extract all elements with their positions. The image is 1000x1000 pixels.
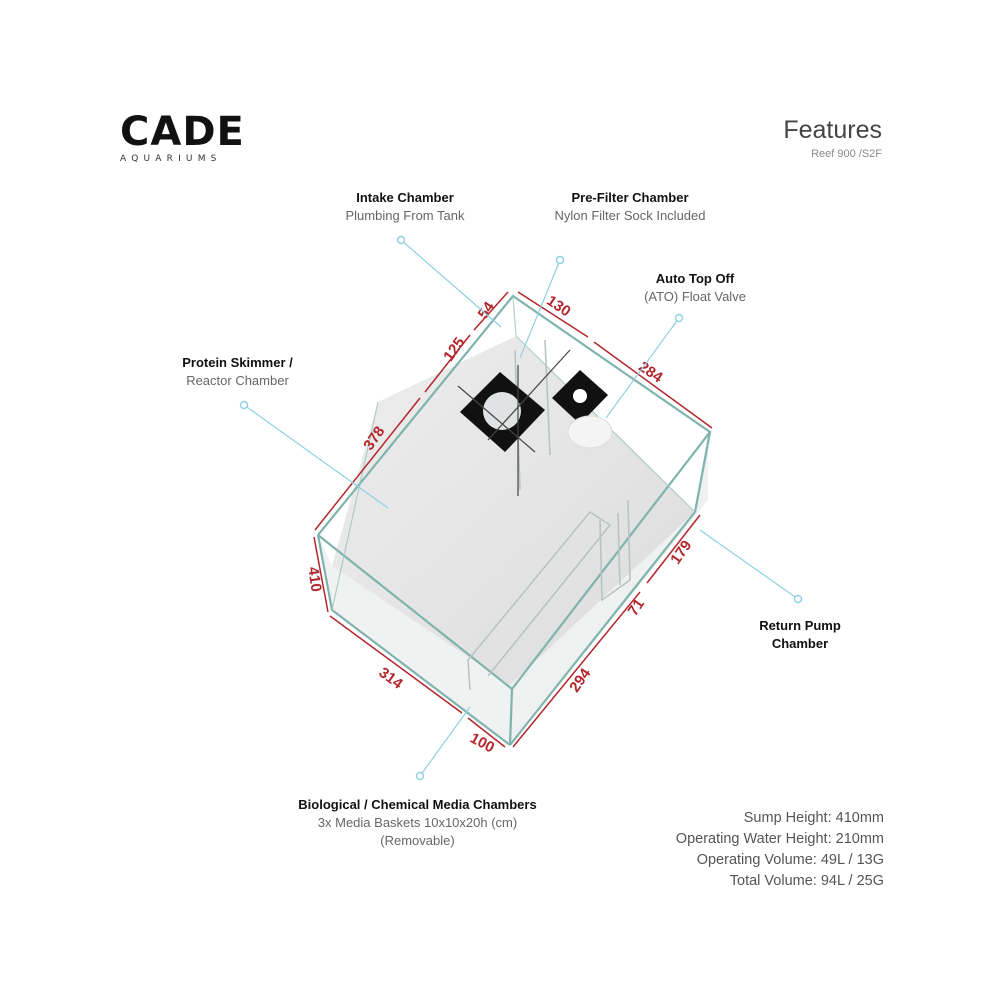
dim-label-125: 125 <box>440 334 469 365</box>
spec-operating-water-height: Operating Water Height: 210mm <box>675 831 884 847</box>
dim-label-294: 294 <box>566 665 595 696</box>
spec-operating-volume: Operating Volume: 49L / 13G <box>696 852 884 868</box>
callout-protein-skimmer <box>150 354 325 390</box>
media-subtitle-1: 3x Media Baskets 10x10x20h (cm) <box>317 815 518 830</box>
callout-auto-top-off <box>610 270 780 306</box>
ato-float-valve <box>568 416 612 448</box>
intake-title: Intake Chamber <box>356 190 454 205</box>
spec-list <box>676 808 884 892</box>
callout-media-chambers <box>245 796 590 850</box>
intake-subtitle: Plumbing From Tank <box>345 208 465 223</box>
skimmer-subtitle: Reactor Chamber <box>186 373 289 388</box>
skimmer-title: Protein Skimmer / <box>182 355 293 370</box>
return-title-line2: Chamber <box>771 636 829 651</box>
dim-label-130: 130 <box>543 292 574 321</box>
callout-intake-chamber <box>300 189 510 225</box>
dim-label-100: 100 <box>467 729 498 757</box>
prefilter-subtitle: Nylon Filter Sock Included <box>554 208 706 223</box>
logo-wordmark: CADE <box>120 109 245 155</box>
callout-return-pump <box>735 617 865 653</box>
model-name: Reef 900 /S2F <box>811 148 882 160</box>
page-title: Features <box>783 116 882 144</box>
return-title-line1: Return Pump <box>759 618 841 633</box>
prefilter-title: Pre-Filter Chamber <box>571 190 689 205</box>
spec-sump-height: Sump Height: 410mm <box>743 810 884 826</box>
dim-label-410: 410 <box>304 565 325 593</box>
media-title: Biological / Chemical Media Chambers <box>298 797 537 812</box>
dim-label-71: 71 <box>624 595 649 620</box>
logo-subtitle: AQUARIUMS <box>120 154 222 164</box>
dim-label-284: 284 <box>635 358 666 387</box>
callout-prefilter-chamber <box>515 189 745 225</box>
spec-total-volume: Total Volume: 94L / 25G <box>729 873 884 889</box>
dim-label-54: 54 <box>474 298 499 323</box>
ato-title: Auto Top Off <box>655 271 735 286</box>
dim-label-378: 378 <box>360 423 389 454</box>
media-subtitle-2: (Removable) <box>380 833 455 848</box>
dim-label-314: 314 <box>375 664 406 693</box>
ato-subtitle: (ATO) Float Valve <box>644 289 746 304</box>
dim-label-179: 179 <box>667 537 696 568</box>
